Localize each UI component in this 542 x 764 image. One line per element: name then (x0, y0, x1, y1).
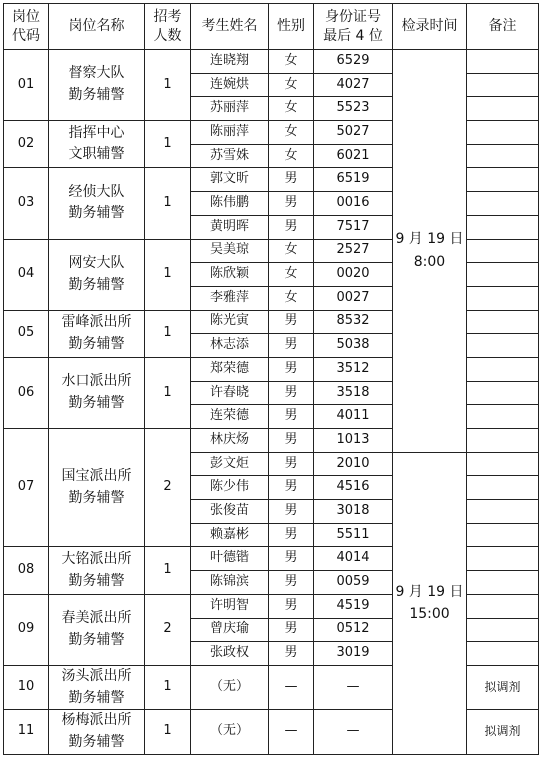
position-name (49, 547, 145, 594)
candidate-id: 5523 (314, 97, 393, 121)
position-count: 2 (145, 429, 191, 547)
note (467, 263, 539, 287)
note (467, 381, 539, 405)
note (467, 429, 539, 453)
header-gender: 性别 (269, 4, 314, 50)
candidate-id: 5027 (314, 121, 393, 145)
header-name: 岗位名称 (49, 4, 145, 50)
candidate-name: 吴美琼 (191, 239, 269, 263)
position-count: 1 (145, 239, 191, 310)
position-name-line: 勤务辅警 (68, 276, 125, 293)
position-name-line: 督察大队 (68, 65, 125, 82)
candidate-name: 陈锦滨 (191, 571, 269, 595)
candidate-id: 7517 (314, 215, 393, 239)
candidate-id: 2010 (314, 452, 393, 476)
candidate-name: 陈伟鹏 (191, 192, 269, 216)
candidate-name: 张政权 (191, 642, 269, 666)
candidate-gender: 女 (269, 263, 314, 287)
checkin-time-line: 9 月 19 日 (395, 583, 464, 600)
candidate-id: — (314, 710, 393, 754)
header-time: 检录时间 (393, 4, 467, 50)
candidate-id: 5038 (314, 334, 393, 358)
candidate-gender: 男 (269, 452, 314, 476)
position-name-line: 勤务辅警 (68, 733, 125, 750)
position-name (49, 239, 145, 310)
position-count: 1 (145, 357, 191, 428)
note (467, 168, 539, 192)
candidate-name: 陈欣颖 (191, 263, 269, 287)
note (467, 334, 539, 358)
candidate-name: 陈少伟 (191, 476, 269, 500)
candidate-id: 0027 (314, 286, 393, 310)
note (467, 215, 539, 239)
note (467, 642, 539, 666)
candidate-id: 1013 (314, 429, 393, 453)
candidate-gender: 女 (269, 73, 314, 97)
candidate-id: 0512 (314, 618, 393, 642)
position-code: 03 (4, 168, 49, 239)
candidate-gender: — (269, 665, 314, 709)
note (467, 144, 539, 168)
candidate-gender: 男 (269, 476, 314, 500)
position-code: 05 (4, 310, 49, 357)
note (467, 452, 539, 476)
note (467, 286, 539, 310)
candidate-gender: 男 (269, 523, 314, 547)
table-row (4, 50, 539, 74)
position-code: 07 (4, 429, 49, 547)
candidate-gender: — (269, 710, 314, 754)
note (467, 50, 539, 74)
position-count: 2 (145, 594, 191, 665)
position-name-line: 勤务辅警 (68, 631, 125, 648)
header-row (4, 4, 539, 50)
candidate-gender: 男 (269, 429, 314, 453)
note (467, 239, 539, 263)
note (467, 310, 539, 334)
candidate-name: 林庆炀 (191, 429, 269, 453)
candidate-gender: 女 (269, 50, 314, 74)
position-name (49, 168, 145, 239)
position-code: 06 (4, 357, 49, 428)
candidate-id: 3518 (314, 381, 393, 405)
position-name-line: 国宝派出所 (61, 468, 132, 485)
candidate-id: 6021 (314, 144, 393, 168)
position-name-line: 水口派出所 (61, 373, 132, 390)
exam-roster-table (3, 3, 539, 755)
checkin-time (393, 50, 467, 453)
position-name-line: 勤务辅警 (68, 489, 125, 506)
position-code: 01 (4, 50, 49, 121)
position-name-line: 经侦大队 (68, 183, 125, 200)
position-name-line: 杨梅派出所 (61, 712, 132, 729)
note (467, 357, 539, 381)
header-code: 岗位 代码 (4, 4, 49, 50)
candidate-gender: 男 (269, 192, 314, 216)
candidate-gender: 女 (269, 144, 314, 168)
candidate-gender: 女 (269, 239, 314, 263)
position-code: 11 (4, 710, 49, 754)
position-name-line: 雷峰派出所 (61, 314, 132, 331)
candidate-name: 连婉烘 (191, 73, 269, 97)
candidate-gender: 男 (269, 334, 314, 358)
position-name (49, 357, 145, 428)
candidate-gender: 女 (269, 97, 314, 121)
position-name-line: 指挥中心 (68, 124, 125, 141)
position-count: 1 (145, 710, 191, 754)
note: 拟调剂 (467, 710, 539, 754)
position-name (49, 594, 145, 665)
position-name (49, 50, 145, 121)
position-count: 1 (145, 310, 191, 357)
candidate-gender: 男 (269, 215, 314, 239)
candidate-id: 0016 (314, 192, 393, 216)
candidate-gender: 女 (269, 121, 314, 145)
note (467, 571, 539, 595)
header-id: 身份证号 最后 4 位 (314, 4, 393, 50)
candidate-name: 陈光寅 (191, 310, 269, 334)
note (467, 73, 539, 97)
position-code: 08 (4, 547, 49, 594)
note (467, 547, 539, 571)
position-name (49, 665, 145, 709)
checkin-time-line: 15:00 (409, 606, 450, 623)
candidate-gender: 男 (269, 500, 314, 524)
candidate-gender: 男 (269, 310, 314, 334)
candidate-id: 2527 (314, 239, 393, 263)
candidate-id: 4519 (314, 594, 393, 618)
position-count: 1 (145, 665, 191, 709)
position-count: 1 (145, 168, 191, 239)
note: 拟调剂 (467, 665, 539, 709)
candidate-name: 许春晓 (191, 381, 269, 405)
note (467, 121, 539, 145)
roster-body (4, 50, 539, 755)
position-name (49, 310, 145, 357)
position-name-line: 大铭派出所 (61, 550, 132, 567)
position-name-line: 勤务辅警 (68, 689, 125, 706)
candidate-id: 4011 (314, 405, 393, 429)
position-name (49, 429, 145, 547)
candidate-id: 0020 (314, 263, 393, 287)
position-name-line: 勤务辅警 (68, 572, 125, 589)
candidate-id: 6519 (314, 168, 393, 192)
position-code: 02 (4, 121, 49, 168)
candidate-id: 4516 (314, 476, 393, 500)
note (467, 192, 539, 216)
position-count: 1 (145, 547, 191, 594)
candidate-id: 6529 (314, 50, 393, 74)
candidate-id: — (314, 665, 393, 709)
note (467, 523, 539, 547)
header-candidate: 考生姓名 (191, 4, 269, 50)
position-name-line: 勤务辅警 (68, 205, 125, 222)
candidate-name: 苏雪姝 (191, 144, 269, 168)
candidate-gender: 男 (269, 405, 314, 429)
candidate-id: 3019 (314, 642, 393, 666)
position-code: 09 (4, 594, 49, 665)
candidate-name: 陈丽萍 (191, 121, 269, 145)
position-name-line: 勤务辅警 (68, 394, 125, 411)
candidate-name: 曾庆瑜 (191, 618, 269, 642)
note (467, 476, 539, 500)
note (467, 97, 539, 121)
note (467, 594, 539, 618)
candidate-name: 郑荣德 (191, 357, 269, 381)
header-count: 招考 人数 (145, 4, 191, 50)
candidate-name: （无） (191, 665, 269, 709)
candidate-name: 郭文昕 (191, 168, 269, 192)
checkin-time-line: 9 月 19 日 (395, 231, 464, 248)
candidate-name: 张俊苗 (191, 500, 269, 524)
candidate-id: 3512 (314, 357, 393, 381)
candidate-gender: 男 (269, 357, 314, 381)
position-name-line: 汤头派出所 (61, 667, 132, 684)
candidate-gender: 男 (269, 642, 314, 666)
position-count: 1 (145, 50, 191, 121)
position-name-line: 春美派出所 (61, 610, 132, 627)
position-name-line: 文职辅警 (68, 146, 125, 163)
candidate-name: （无） (191, 710, 269, 754)
header-note: 备注 (467, 4, 539, 50)
candidate-gender: 男 (269, 547, 314, 571)
candidate-gender: 女 (269, 286, 314, 310)
candidate-id: 4014 (314, 547, 393, 571)
candidate-name: 连晓翔 (191, 50, 269, 74)
note (467, 405, 539, 429)
candidate-name: 黄明晖 (191, 215, 269, 239)
position-name-line: 勤务辅警 (68, 87, 125, 104)
candidate-gender: 男 (269, 381, 314, 405)
position-count: 1 (145, 121, 191, 168)
candidate-id: 5511 (314, 523, 393, 547)
candidate-gender: 男 (269, 618, 314, 642)
candidate-id: 3018 (314, 500, 393, 524)
position-name-line: 网安大队 (68, 254, 125, 271)
position-code: 10 (4, 665, 49, 709)
candidate-name: 叶德锴 (191, 547, 269, 571)
position-code: 04 (4, 239, 49, 310)
note (467, 500, 539, 524)
note (467, 618, 539, 642)
candidate-name: 林志添 (191, 334, 269, 358)
position-name (49, 710, 145, 754)
checkin-time (393, 452, 467, 754)
candidate-name: 许明智 (191, 594, 269, 618)
candidate-name: 李雅萍 (191, 286, 269, 310)
candidate-gender: 男 (269, 594, 314, 618)
position-name-line: 勤务辅警 (68, 335, 125, 352)
checkin-time-line: 8:00 (413, 253, 446, 270)
candidate-id: 8532 (314, 310, 393, 334)
candidate-id: 4027 (314, 73, 393, 97)
candidate-name: 赖嘉彬 (191, 523, 269, 547)
candidate-id: 0059 (314, 571, 393, 595)
position-name (49, 121, 145, 168)
candidate-name: 彭文炬 (191, 452, 269, 476)
candidate-gender: 男 (269, 571, 314, 595)
candidate-name: 苏丽萍 (191, 97, 269, 121)
candidate-name: 连荣德 (191, 405, 269, 429)
candidate-gender: 男 (269, 168, 314, 192)
